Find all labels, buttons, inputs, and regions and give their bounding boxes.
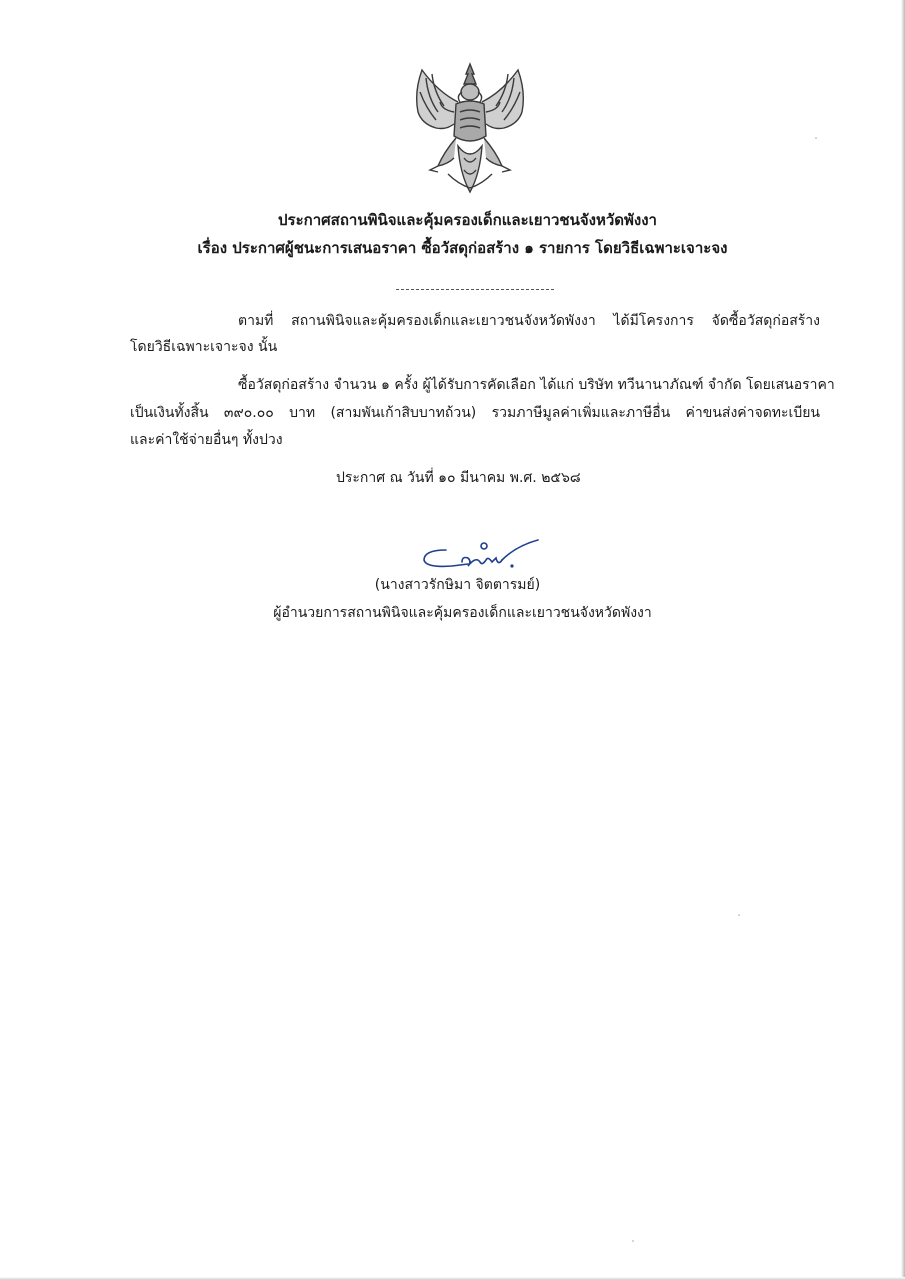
scan-edge-right (901, 0, 905, 1280)
signatory-name: (นางสาวรักษิมา จิตตารมย์) (374, 577, 541, 593)
paragraph2-line3: และค่าใช้จ่ายอื่นๆ ทั้งปวง (130, 432, 283, 448)
announcement-subject: เรื่อง ประกาศผู้ชนะการเสนอราคา ซื้อวัสดุก่อสร้าง ๑ รายการ โดยวิธีเฉพาะเจาะจง (197, 239, 728, 257)
handwritten-signature (416, 536, 540, 574)
scan-speck (738, 914, 740, 916)
paragraph1-line2: โดยวิธีเฉพาะเจาะจง นั้น (130, 339, 278, 355)
paragraph2-line1: ซื้อวัสดุก่อสร้าง จำนวน ๑ ครั้ง ผู้ได้รับการคัดเลือก ได้แก่ บริษัท ทวีนานาภัณฑ์ จำกัด โดยเสนอราคา (238, 377, 835, 393)
paragraph1-line1: ตามที่ สถานพินิจและคุ้มครองเด็กและเยาวชนจังหวัดพังงา ได้มีโครงการ จัดซื้อวัสดุก่อสร้าง (238, 313, 820, 329)
divider-line (396, 289, 554, 290)
garuda-emblem-icon (408, 62, 532, 196)
scan-speck (632, 1240, 634, 1242)
signatory-position: ผู้อำนวยการสถานพินิจและคุ้มครองเด็กและเยาวชนจังหวัดพังงา (273, 605, 652, 621)
announcement-date: ประกาศ ณ วันที่ ๑๐ มีนาคม พ.ศ. ๒๕๖๘ (336, 470, 581, 486)
scan-speck (815, 137, 817, 139)
announcement-title: ประกาศสถานพินิจและคุ้มครองเด็กและเยาวชนจังหวัดพังงา (278, 211, 657, 229)
paragraph2-line2: เป็นเงินทั้งสิ้น ๓๙๐.๐๐ บาท (สามพันเก้าสิบบาทถ้วน) รวมภาษีมูลค่าเพิ่มและภาษีอื่น ค่าขนส่งค่าจดทะเบียน (130, 405, 820, 421)
